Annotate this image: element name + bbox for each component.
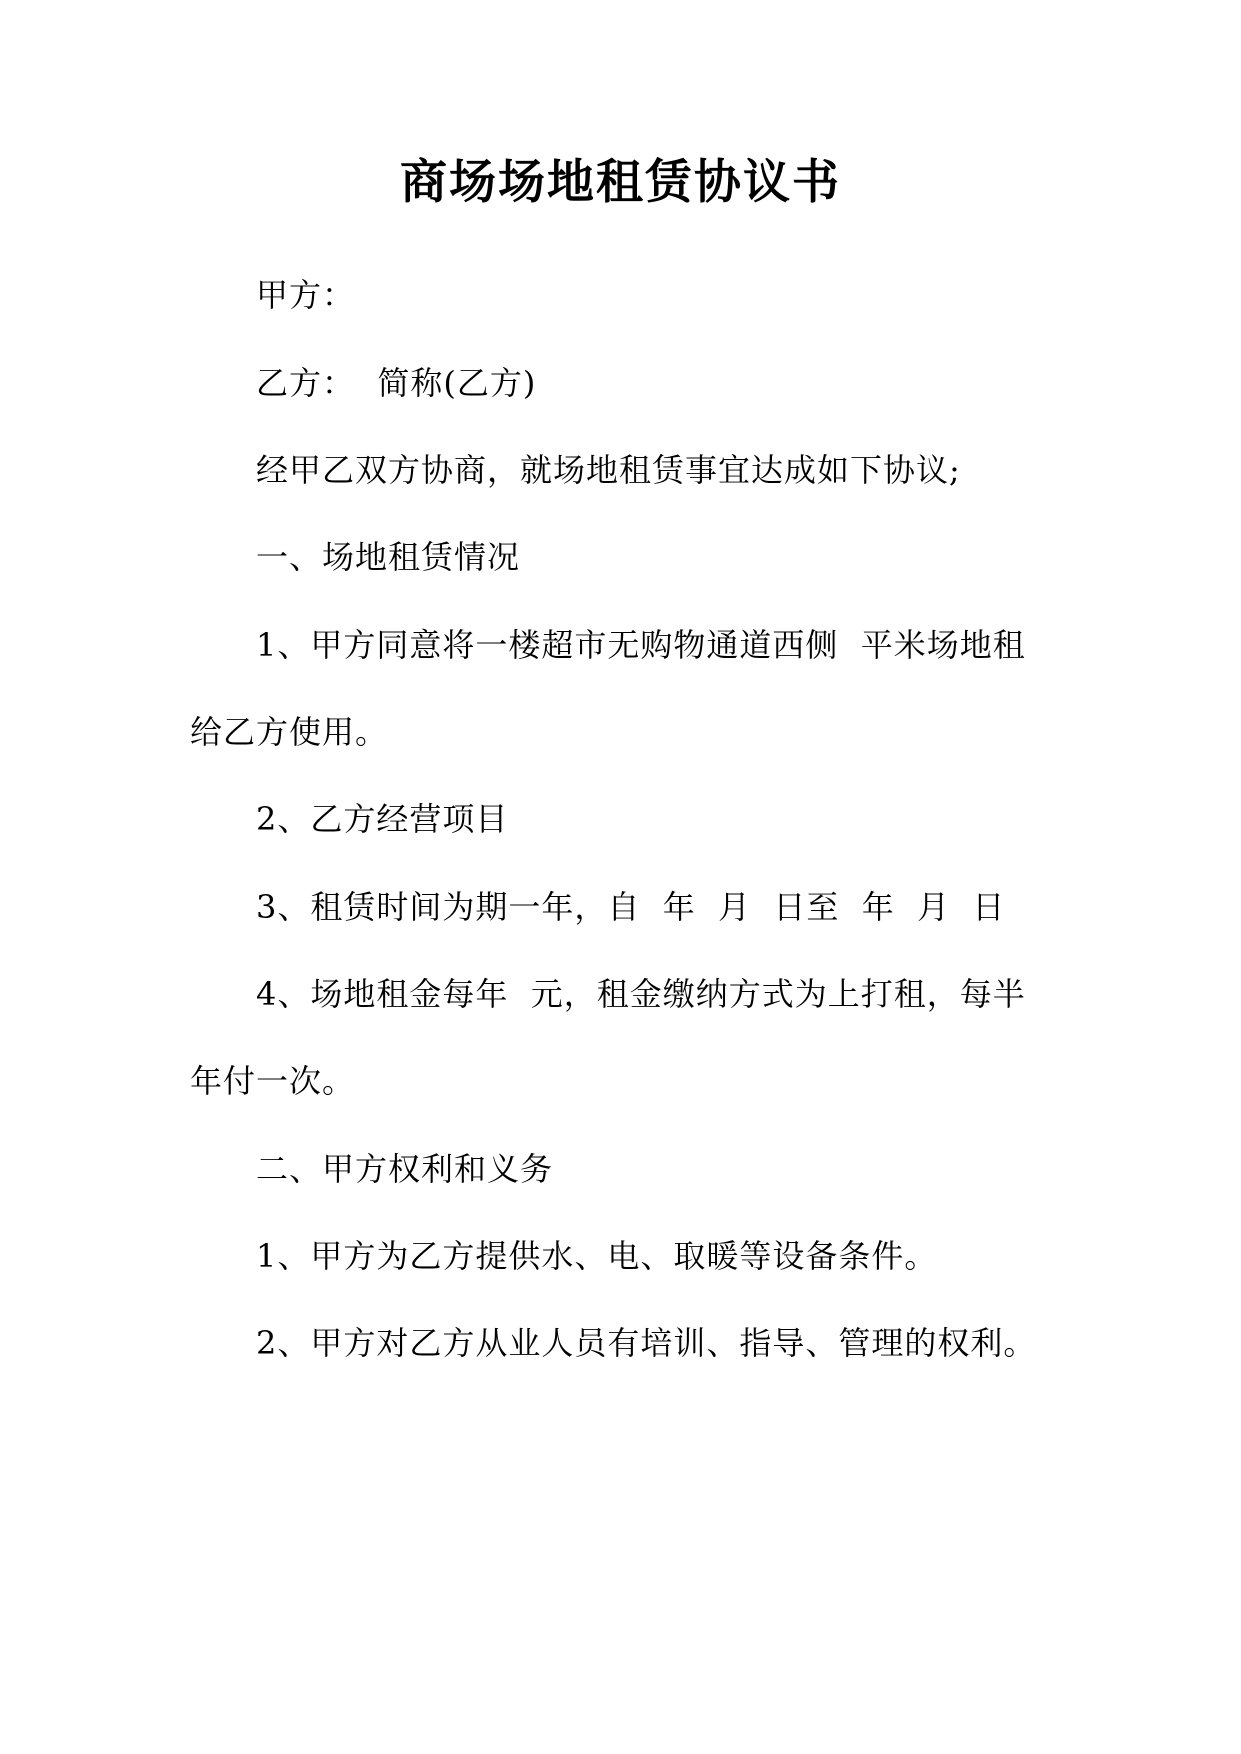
party-a-line: 甲方： xyxy=(256,276,356,314)
clause-1-3: 3、租赁时间为期一年，自 年 月 日至 年 月 日 xyxy=(256,888,1006,926)
section-heading-2: 二、甲方权利和义务 xyxy=(256,1150,554,1188)
clause-1-4: 4、场地租金每年 元，租金缴纳方式为上打租，每半 xyxy=(256,975,1026,1013)
clause-1-1-continued: 给乙方使用。 xyxy=(190,713,389,751)
clause-2-2: 2、甲方对乙方从业人员有培训、指导、管理的权利。 xyxy=(256,1324,1037,1362)
clause-2-1: 1、甲方为乙方提供水、电、取暖等设备条件。 xyxy=(256,1237,938,1275)
document-title: 商场场地租赁协议书 xyxy=(400,155,841,210)
agreement-intro: 经甲乙双方协商，就场地租赁事宜达成如下协议; xyxy=(256,451,961,489)
party-b-line: 乙方： 简称(乙方) xyxy=(256,364,537,402)
clause-1-2: 2、乙方经营项目 xyxy=(256,800,509,838)
section-heading-1: 一、场地租赁情况 xyxy=(256,538,521,576)
clause-1-4-continued: 年付一次。 xyxy=(190,1062,356,1100)
clause-1-1: 1、甲方同意将一楼超市无购物通道西侧 平米场地租 xyxy=(256,626,1026,664)
